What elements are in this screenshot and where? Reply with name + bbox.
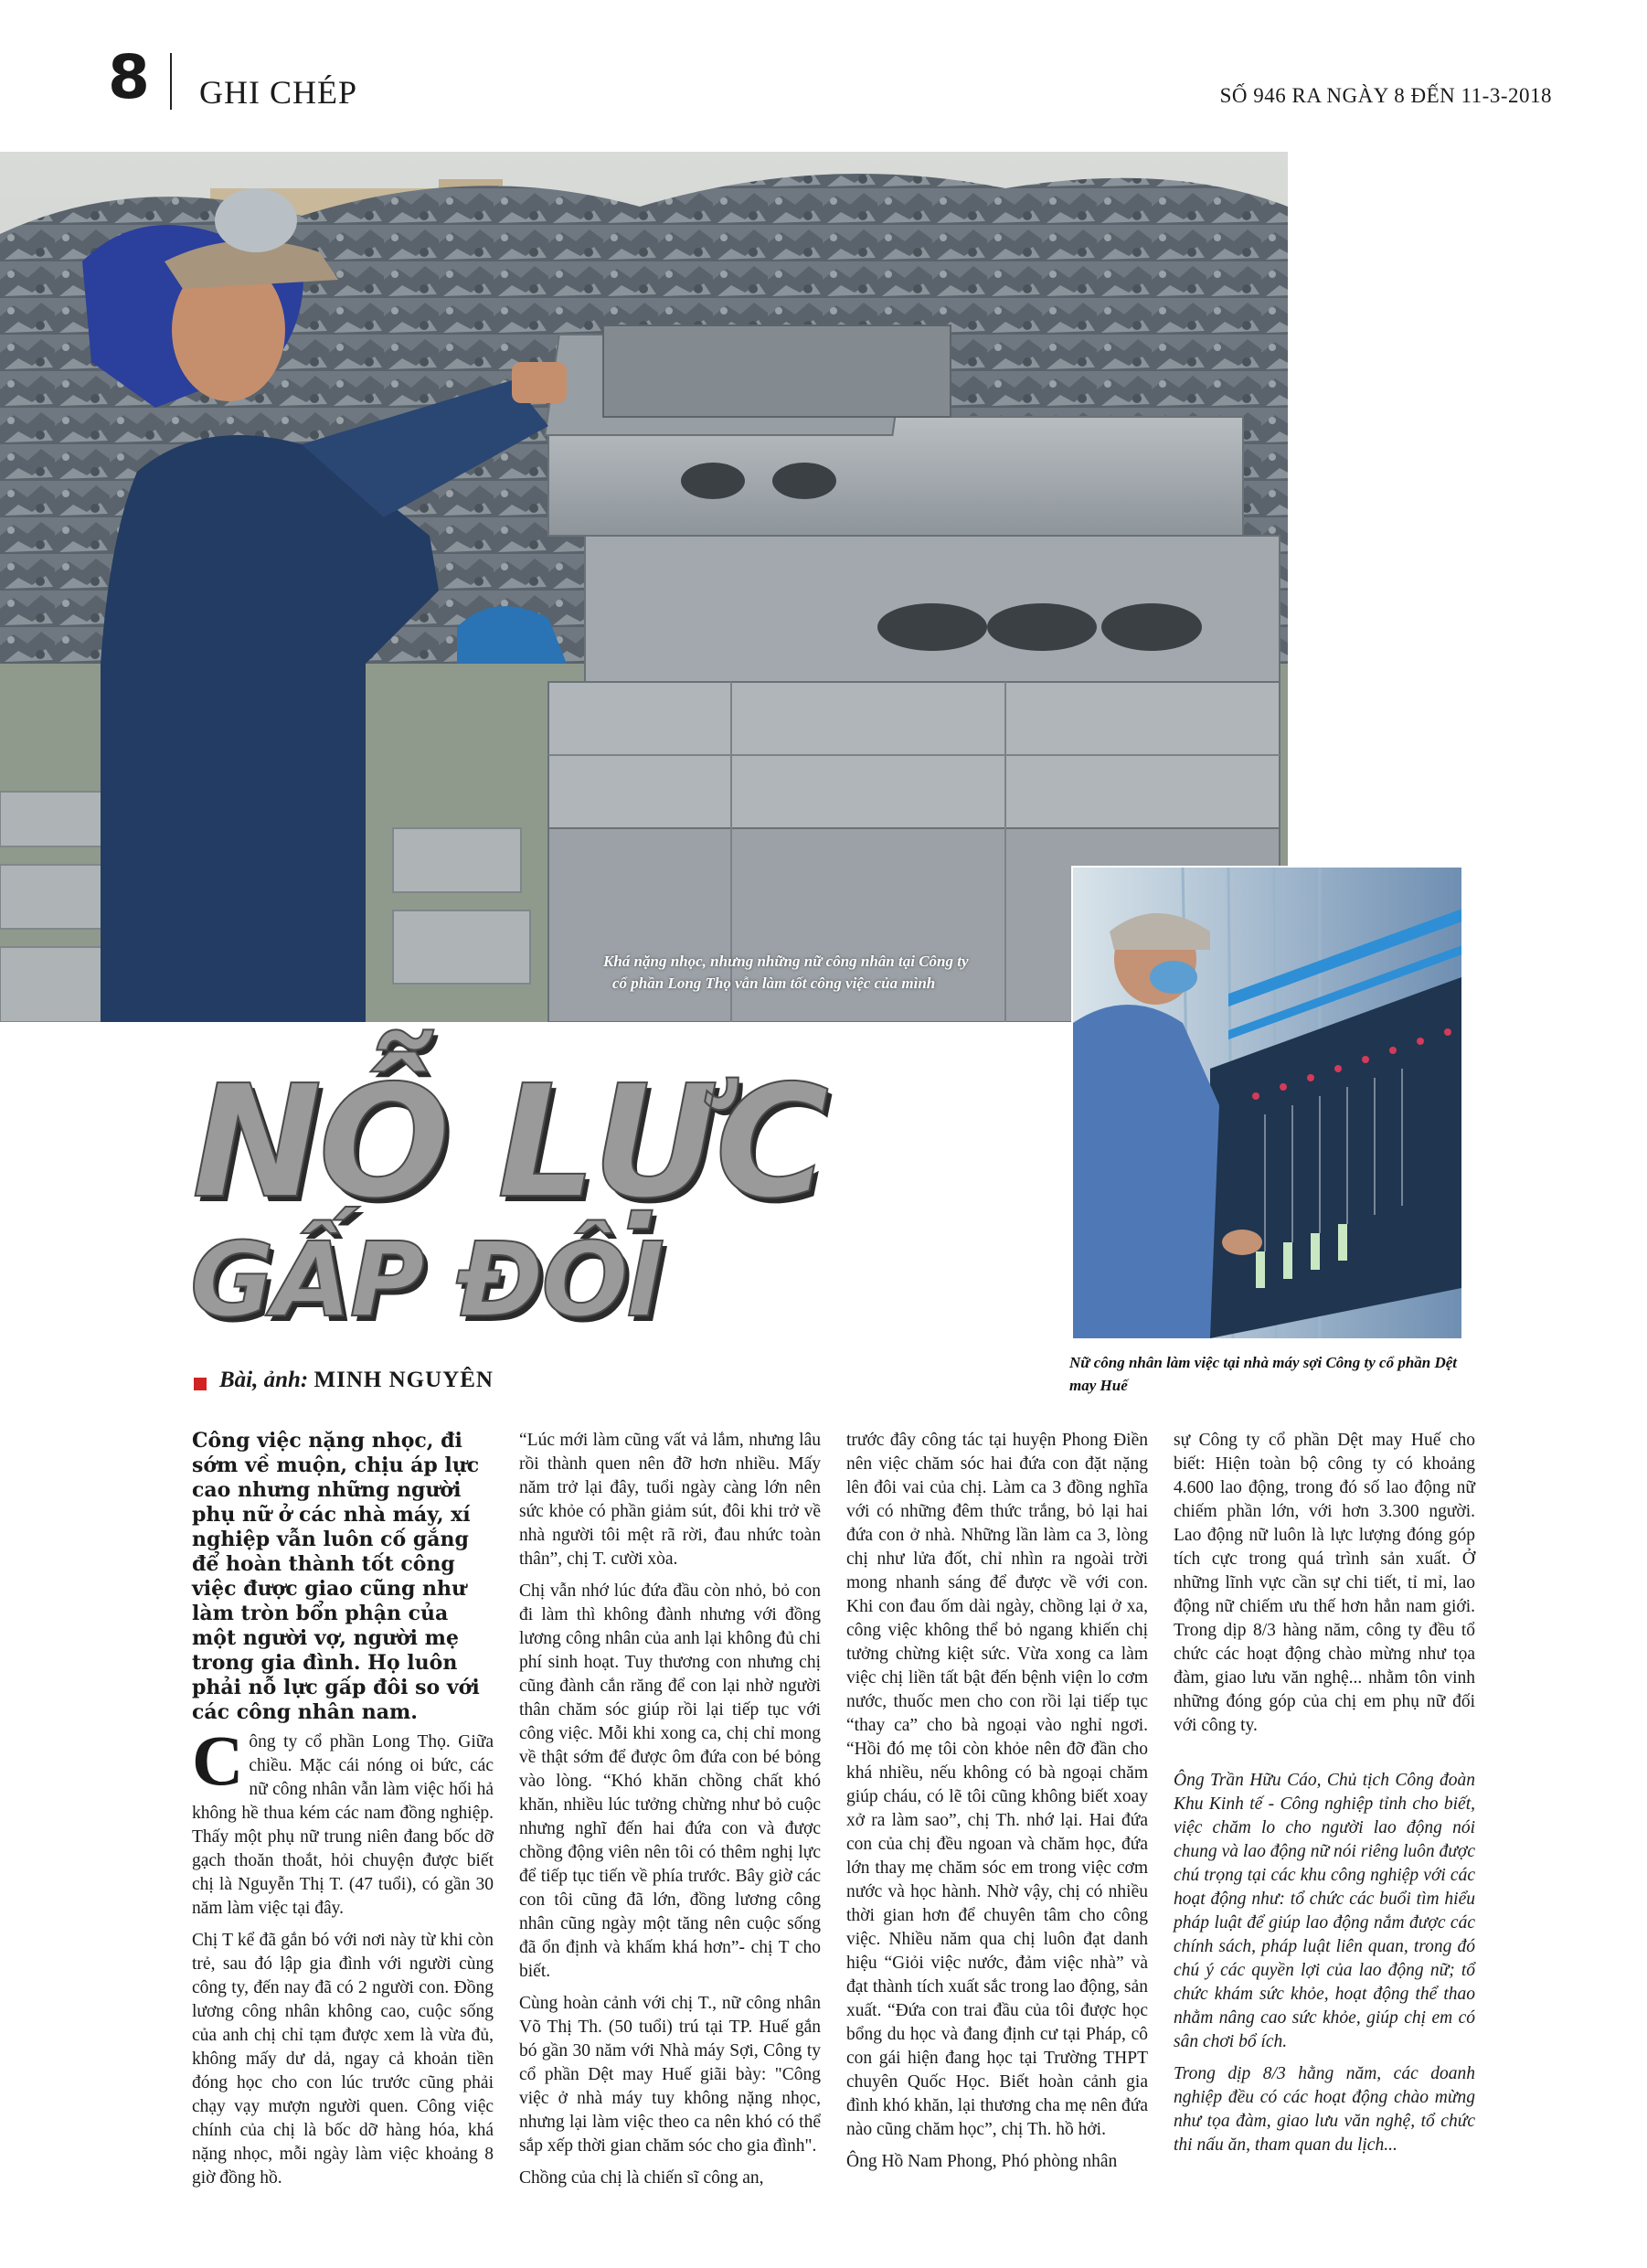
article-column-2	[519, 1429, 821, 2199]
main-caption-line-2: cổ phần Long Thọ vẫn làm tốt công việc của mình	[612, 974, 936, 992]
col4-italic-block	[1174, 1769, 1475, 2157]
col2-paragraph-3: Cùng hoàn cảnh với chị T., nữ công nhân Võ Thị Th. (50 tuổi) trú tại TP. Huế gắn bó gần 30 năm với Nhà máy Sợi, Công ty cổ phần Dệt may Huế giãi bày: "Công việc ở nhà máy tuy không nặng nhọc, nhưng lại làm việc theo ca nên khó có thể sắp xếp thời gian chăm sóc cho gia đình".	[519, 1994, 821, 2156]
col2-paragraph-2: Chị vẫn nhớ lúc đứa đầu còn nhỏ, bỏ con đi làm thì không đành nhưng với đồng lương công nhân của anh lại không đủ chi phí sinh hoạt. Tuy thương con nhưng chị cũng đành cắn răng để con lại nhờ người thân chăm sóc giúp rồi lại tiếp tục với công việc. Mỗi khi xong ca, chị chỉ mong về thật sớm để được ôm đứa con bé bỏng vào lòng. “Khó khăn chồng chất khó khăn, nhiều lúc tưởng chừng như bỏ cuộc nhưng nghĩ đến hai đứa con và được chồng động viên nên tôi có thêm nghị lực để tiếp tục tiến về phía trước. Bây giờ các con tôi cũng đã lớn, đồng lương công nhân cũng ngày một tăng nên cuộc sống đã ổn định và khấm khá hơn”- chị T cho biết.	[519, 1581, 821, 1981]
col4-paragraph-1: sự Công ty cổ phần Dệt may Huế cho biết: Hiện toàn bộ công ty có khoảng 4.600 lao động, trong đó số lao động nữ chiếm phần lớn, với hơn 3.300 người. Lao động nữ luôn là lực lượng đóng góp tích cực trong quá trình sản xuất. Ở những lĩnh vực cần sự chi tiết, tỉ mỉ, lao động nữ chiếm ưu thế hơn hẳn nam giới. Trong dịp 8/3 hàng năm, công ty đều tổ chức các hoạt động chào mừng như tọa đàm, giao lưu văn nghệ... nhằm tôn vinh những đóng góp của chị em phụ nữ đối với công ty.	[1174, 1431, 1475, 1735]
main-caption-line-1: Khá nặng nhọc, nhưng những nữ công nhân tại Công ty	[603, 953, 969, 970]
inset-photo-caption: Nữ công nhân làm việc tại nhà máy sợi Công ty cổ phần Dệt may Huế	[1069, 1354, 1458, 1394]
col1-paragraph-2: Chị T kể đã gắn bó với nơi này từ khi còn trẻ, sau đó lập gia đình với người cùng công ty, đến nay đã có 2 người con. Đồng lương công nhân không cao, cuộc sống của anh chị chỉ tạm được xem là vừa đủ, không mấy dư dả, ngay cả khoản tiền đóng học cho con lúc trước cũng phải chạy vạy mượn người quen. Công việc chính của chị là bốc dỡ hàng hóa, khá nặng nhọc, mỗi ngày làm việc khoảng 8 giờ đồng hồ.	[192, 1931, 494, 2188]
byline-label: Bài, ảnh:	[219, 1368, 309, 1392]
col3-paragraph-2: Ông Hồ Nam Phong, Phó phòng nhân	[846, 2152, 1118, 2171]
col2-paragraph-1: “Lúc mới làm cũng vất vả lắm, nhưng lâu rồi thành quen nên đỡ hơn nhiều. Mấy năm trở lại đây, tuổi ngày càng lớn nên sức khỏe có phần giảm sút, đôi khi trở về nhà người tôi mệt rã rời, đau nhức toàn thân”, chị T. cười xòa.	[519, 1431, 821, 1569]
headline-line-1: NỖ LỰC	[192, 1052, 826, 1233]
col3-paragraph-1: trước đây công tác tại huyện Phong Điền nên việc chăm sóc hai đứa con đặt nặng lên đôi vai của chị. Làm ca 3 đồng nghĩa với có những đêm thức trắng, bỏ lại hai đứa con ở nhà. Những lần làm ca 3, lòng chị như lửa đốt, chỉ nhìn ra ngoài trời mong nhanh sáng để được về với con. Khi con đau ốm dài ngày, chồng lại ở xa, công việc không thể bỏ ngang khiến chị tưởng chừng kiệt sức. Vừa xong ca làm việc chị liền tất bật đến bệnh viện lo cơm nước, thuốc men cho con rồi lại tiếp tục “thay ca” cho bà ngoại vào nghỉ ngơi. “Hồi đó mẹ tôi còn khỏe nên đỡ đần cho khá nhiều, nếu không có bà ngoại chăm giúp cháu, có lẽ tôi cũng không biết xoay xở ra làm sao”, chị Th. nhớ lại. Hai đứa con của chị đều ngoan và chăm học, đứa lớn thay mẹ chăm sóc em trong việc cơm nước và học hành. Nhờ vậy, chị có nhiều thời gian hơn để chuyên tâm cho công việc. Nhiều năm qua chị luôn đạt danh hiệu “Giỏi việc nước, đảm việc nhà” và đạt thành tích xuất sắc trong lao động, sản xuất. “Đứa con trai đầu của tôi được học bổng du học và đang định cư tại Pháp, cô con gái hiện đang học tại Trường THPT chuyên Quốc Học. Biết hoàn cảnh gia đình khó khăn, lại thương cha mẹ nên đứa nào cũng chăm học”, chị Th. hồ hởi.	[846, 1431, 1148, 2139]
headline-line-2: GẤP ĐÔI	[190, 1221, 664, 1340]
lead-paragraph: Công việc nặng nhọc, đi sớm về muộn, chịu áp lực cao nhưng những người phụ nữ ở các nhà máy, xí nghiệp vẫn luôn cố gắng để hoàn thành tốt công việc được giao cũng như làm tròn bổn phận của một người vợ, người mẹ trong gia đình. Họ luôn phải nỗ lực gấp đôi so với các công nhân nam.	[192, 1429, 480, 1724]
article-column-4	[1174, 1429, 1475, 2166]
col4-paragraph-3: Trong dịp 8/3 hằng năm, các doanh nghiệp đều có các hoạt động chào mừng như tọa đàm, giao lưu văn nghệ, tổ chức thi nấu ăn, tham quan du lịch...	[1174, 2064, 1475, 2155]
col1-paragraph-1-text: ông ty cổ phần Long Thọ. Giữa chiều. Mặc cái nóng oi bức, các nữ công nhân vẫn làm việc hối hả không hề thua kém các nam đồng nghiệp. Thấy một phụ nữ trung niên đang bốc dỡ gạch thoăn thoắt, hỏi chuyện được biết chị là Nguyễn Thị T. (47 tuổi), có gần 30 năm làm việc tại đây.	[192, 1732, 494, 1918]
header-divider	[170, 53, 172, 110]
byline-author: MINH NGUYÊN	[313, 1368, 494, 1392]
byline	[219, 1368, 494, 1393]
col4-paragraph-2: Ông Trần Hữu Cáo, Chủ tịch Công đoàn Khu Kinh tế - Công nghiệp tỉnh cho biết, việc chăm lo cho người lao động nói chung và lao động nữ nói riêng luôn được chú trọng tại các khu công nghiệp với các hoạt động như: tổ chức các buổi tìm hiểu pháp luật để giúp lao động nắm được các chính sách, pháp luật liên quan, trong đó chú ý các quyền lợi của lao động nữ; tổ chức khám sức khỏe, hoạt động thể thao nhằm nâng cao sức khỏe, giúp chị em có sân chơi bổ ích.	[1174, 1771, 1475, 2051]
drop-cap: C	[192, 1720, 244, 1800]
article-column-3	[846, 1429, 1148, 2182]
page-number: 8	[108, 42, 150, 112]
article-column-1	[192, 1720, 494, 2199]
issue-date: SỐ 946 RA NGÀY 8 ĐẾN 11-3-2018	[1219, 84, 1552, 107]
byline-marker-icon	[194, 1378, 207, 1390]
section-label: GHI CHÉP	[199, 74, 358, 111]
col1-paragraph-1	[192, 1720, 494, 1921]
inset-photo	[1071, 866, 1463, 1340]
textile-worker-illustration	[1073, 868, 1461, 1338]
col2-paragraph-4: Chồng của chị là chiến sĩ công an,	[519, 2168, 764, 2188]
